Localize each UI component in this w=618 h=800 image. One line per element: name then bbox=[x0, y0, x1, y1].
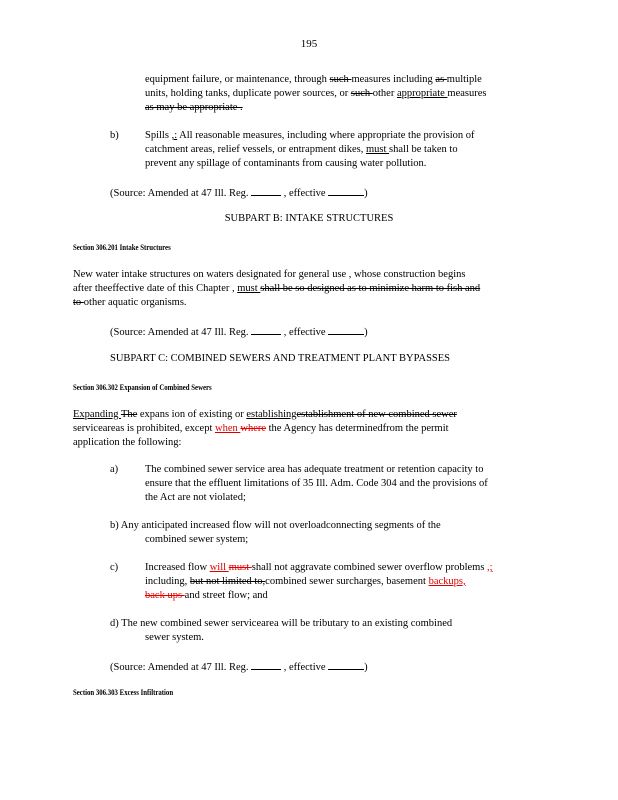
item-b-line1: Spills ,: All reasonable measures, including where appropriate the provision of bbox=[145, 130, 475, 141]
item-b-line2: catchment areas, relief vessels, or entrapment dikes, must shall be taken to bbox=[145, 144, 458, 155]
item-c-line1: Increased flow will must shall not aggravate combined sewer overflow problems ,; bbox=[145, 562, 493, 573]
item-a-line2: ensure that the effluent limitations of 35 Ill. Adm. Code 304 and the provisions of bbox=[145, 478, 488, 489]
blank-effective bbox=[328, 324, 364, 335]
item-c-marker: c) bbox=[110, 562, 119, 573]
source-note-3: (Source: Amended at 47 Ill. Reg. , effective ) bbox=[110, 659, 368, 675]
item-b2-line2: combined sewer system; bbox=[145, 534, 249, 545]
section-306-302-heading: Section 306.302 Expansion of Combined Sewers bbox=[73, 383, 212, 392]
source-note-1: (Source: Amended at 47 Ill. Reg. , effective ) bbox=[110, 185, 368, 201]
item-b2-line1: b) Any anticipated increased flow will not overloadconnecting segments of the bbox=[110, 520, 441, 531]
blank-register bbox=[251, 185, 281, 196]
subpart-b-heading: SUBPART B: INTAKE STRUCTURES bbox=[224, 213, 394, 224]
para-201-line1: New water intake structures on waters designated for general use , whose construction begins bbox=[73, 269, 466, 280]
item-b-line3: prevent any spillage of contaminants from causing water pollution. bbox=[145, 158, 427, 169]
item-c-line2: including, but not limited to,combined sewer surcharges, basement backups, bbox=[145, 576, 466, 587]
blank-effective bbox=[328, 659, 364, 670]
section-306-201-heading: Section 306.201 Intake Structures bbox=[73, 243, 171, 252]
item-d-line2: sewer system. bbox=[145, 632, 204, 643]
block1-line3: as may be appropriate . bbox=[145, 102, 243, 113]
item-d-line1: d) The new combined sewer servicearea will be tributary to an existing combined bbox=[110, 618, 453, 629]
subpart-c-heading: SUBPART C: COMBINED SEWERS AND TREATMENT PLANT BYPASSES bbox=[110, 353, 451, 364]
item-a-line1: The combined sewer service area has adequate treatment or retention capacity to bbox=[145, 464, 484, 475]
para-302-line2: serviceareas is prohibited, except when where the Agency has determinedfrom the permit bbox=[73, 423, 449, 434]
section-306-303-heading: Section 306.303 Excess Infiltration bbox=[73, 688, 174, 697]
blank-register bbox=[251, 324, 281, 335]
item-a-line3: the Act are not violated; bbox=[145, 492, 246, 503]
para-201-line3: to other aquatic organisms. bbox=[73, 297, 187, 308]
page-number: 195 bbox=[300, 38, 318, 50]
item-a-marker: a) bbox=[110, 464, 119, 475]
block1-line1: equipment failure, or maintenance, through such measures including as multiple bbox=[145, 74, 482, 85]
blank-register bbox=[251, 659, 281, 670]
blank-effective bbox=[328, 185, 364, 196]
para-302-line1: Expanding The expans ion of existing or establishingestablishment of new combined sewer bbox=[73, 409, 457, 420]
block1-line2: units, holding tanks, duplicate power sources, or such other appropriate measures bbox=[145, 88, 487, 99]
source-note-2: (Source: Amended at 47 Ill. Reg. , effective ) bbox=[110, 324, 368, 340]
item-c-line3: back ups and street flow; and bbox=[145, 590, 268, 601]
item-b-marker: b) bbox=[110, 130, 119, 141]
para-201-line2: after theeffective date of this Chapter , must shall be so designed as to minimize harm to fish and bbox=[73, 283, 481, 294]
para-302-line3: application the following: bbox=[73, 437, 182, 448]
